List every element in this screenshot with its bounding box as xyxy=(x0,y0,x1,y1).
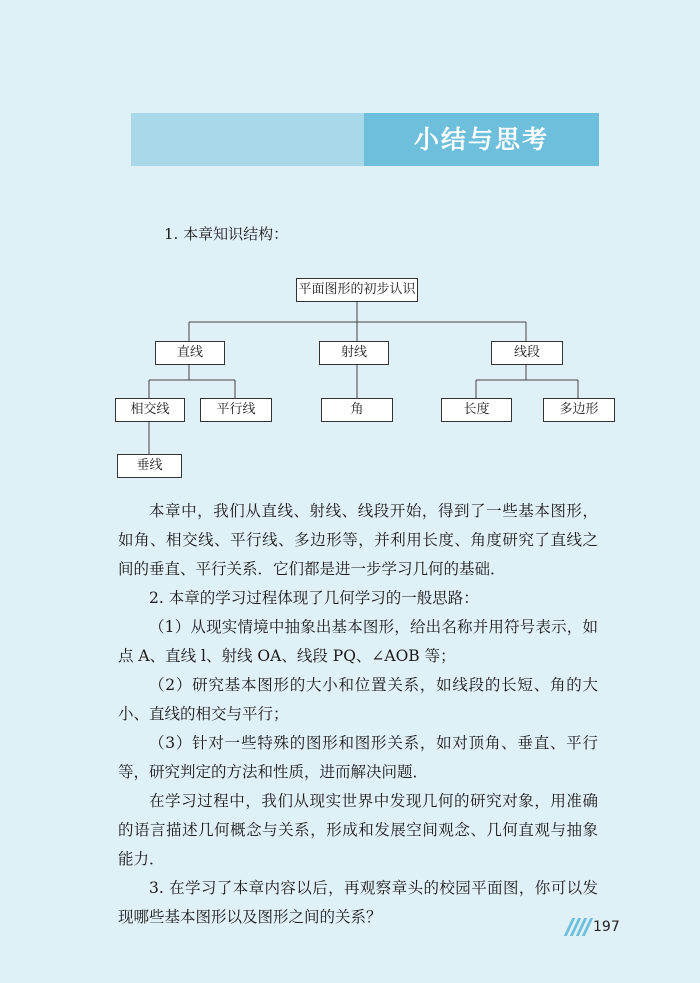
banner-title: 小结与思考 xyxy=(413,125,549,154)
body-text xyxy=(118,497,598,932)
paragraph: 3. 在学习了本章内容以后，再观察章头的校园平面图，你可以发现哪些基本图形以及图形之间的关系？ xyxy=(118,879,598,926)
tree-node-perpendicular: 垂线 xyxy=(117,454,182,478)
paragraph: （2）研究基本图形的大小和位置关系，如线段的长短、角的大小、直线的相交与平行； xyxy=(118,676,598,723)
tree-node-ray: 射线 xyxy=(319,341,389,365)
paragraph: （3）针对一些特殊的图形和图形关系，如对顶角、垂直、平行等，研究判定的方法和性质，进而解决问题． xyxy=(118,734,598,781)
banner-title-box xyxy=(364,113,599,166)
knowledge-structure-heading: 1. 本章知识结构： xyxy=(164,225,289,243)
paragraph: 在学习过程中，我们从现实世界中发现几何的研究对象，用准确的语言描述几何概念与关系，形成和发展空间观念、几何直观与抽象能力． xyxy=(118,792,598,868)
page-number: 197 xyxy=(593,919,620,935)
slash-decoration-icon xyxy=(568,918,589,936)
tree-node-intersecting-lines: 相交线 xyxy=(115,398,185,422)
tree-node-segment: 线段 xyxy=(491,341,563,365)
tree-node-parallel-lines: 平行线 xyxy=(200,398,272,422)
tree-node-length: 长度 xyxy=(441,398,512,422)
tree-node-angle: 角 xyxy=(321,398,393,422)
paragraph: （1）从现实情境中抽象出基本图形，给出名称并用符号表示，如点 A、直线 l、射线 OA、线段 PQ、∠AOB 等； xyxy=(118,618,598,665)
tree-node-line: 直线 xyxy=(155,341,225,365)
paragraph: 本章中，我们从直线、射线、线段开始，得到了一些基本图形，如角、相交线、平行线、多边形等，并利用长度、角度研究了直线之间的垂直、平行关系．它们都是进一步学习几何的基础． xyxy=(118,502,598,578)
tree-node-polygon: 多边形 xyxy=(543,398,615,422)
paragraph: 2. 本章的学习过程体现了几何学习的一般思路： xyxy=(149,589,479,607)
tree-node-root: 平面图形的初步认识 xyxy=(296,278,418,302)
page-footer xyxy=(568,914,620,940)
section-banner xyxy=(131,113,599,166)
